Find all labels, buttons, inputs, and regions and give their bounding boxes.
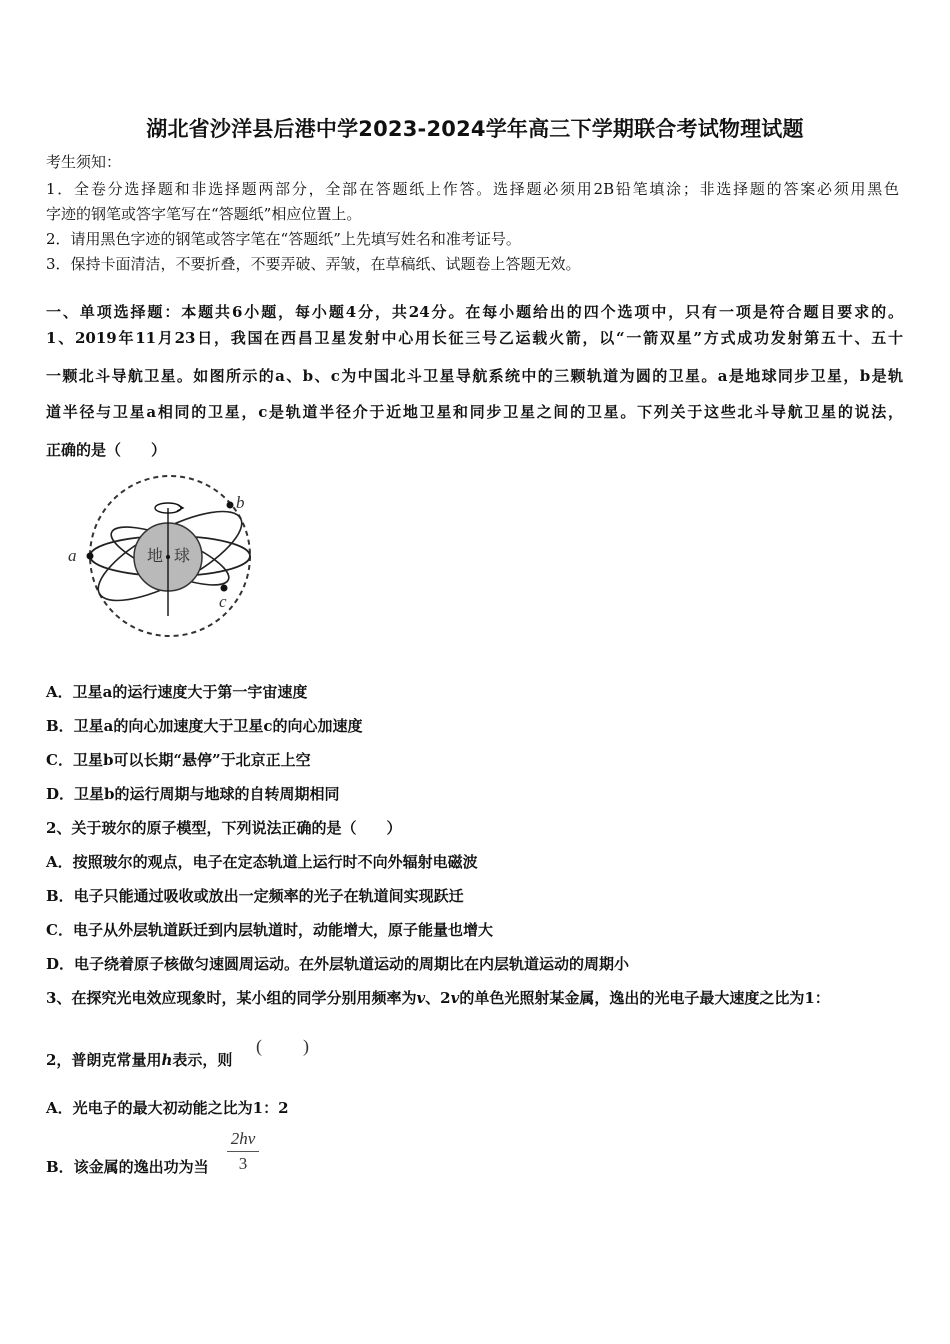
notice-line-1b: 字迹的钢笔或答字笔写在“答题纸”相应位置上。	[46, 205, 362, 223]
q3-symbol-v2: v	[450, 989, 460, 1007]
q3-text-1a: 3、在探究光电效应现象时，某小组的同学分别用频率为	[46, 989, 417, 1007]
q3-stem-line-2	[46, 1049, 232, 1070]
q3-text-2a: 2，普朗克常量用	[46, 1051, 162, 1069]
q1-option-b: B．卫星a的向心加速度大于卫星c的向心加速度	[46, 717, 363, 735]
q2-option-b: B．电子只能通过吸收或放出一定频率的光子在轨道间实现跃迁	[46, 887, 464, 905]
q1-stem-line-1: 1、2019年11月23日，我国在西昌卫星发射中心用长征三号乙运载火箭，以“一箭双星”方式成功发射第五十、五十	[46, 329, 903, 347]
earth-label-2: 球	[174, 548, 191, 565]
q3-symbol-v: v	[416, 989, 426, 1007]
q1-stem-line-4: 正确的是（ ）	[46, 441, 167, 459]
satellite-b	[227, 502, 234, 509]
label-b: b	[236, 493, 245, 512]
fraction-denominator: 3	[238, 1154, 248, 1173]
orbit-diagram	[62, 470, 282, 650]
section-heading: 一、单项选择题：本题共6小题，每小题4分，共24分。在每小题给出的四个选项中，只有一项是符合题目要求的。	[46, 303, 903, 321]
q1-option-a: A．卫星a的运行速度大于第一宇宙速度	[46, 683, 308, 701]
satellite-c	[221, 585, 228, 592]
earth-center	[166, 555, 170, 559]
q2-option-a: A．按照玻尔的观点，电子在定态轨道上运行时不向外辐射电磁波	[46, 853, 478, 871]
q2-option-d: D．电子绕着原子核做匀速圆周运动。在外层轨道运动的周期比在内层轨道运动的周期小	[46, 955, 630, 973]
notice-line-1a: 1．全卷分选择题和非选择题两部分，全部在答题纸上作答。选择题必须用2B铅笔填涂；非选择题的答案必须用黑色	[46, 180, 899, 198]
q1-stem-line-3: 道半径与卫星a相同的卫星，c是轨道半径介于近地卫星和同步卫星之间的卫星。下列关于这些北斗导航卫星的说法，	[46, 403, 903, 421]
q3-option-b: B．该金属的逸出功为当	[46, 1158, 209, 1176]
notice-heading: 考生须知：	[46, 153, 122, 171]
page-title: 湖北省沙洋县后港中学2023-2024学年高三下学期联合考试物理试题	[146, 117, 804, 141]
rotation-arrowhead-icon	[177, 505, 183, 511]
earth-label-1: 地	[147, 548, 164, 565]
q3-paren-left: (	[256, 1036, 262, 1056]
notice-line-3: 3．保持卡面清洁，不要折叠，不要弄破、弄皱，在草稿纸、试题卷上答题无效。	[46, 255, 581, 273]
q3-symbol-h: h	[161, 1051, 173, 1069]
fraction-numerator: 2hv	[230, 1129, 256, 1148]
label-a: a	[68, 546, 77, 565]
satellite-a	[87, 553, 94, 560]
q3-option-a: A．光电子的最大初动能之比为1：2	[46, 1099, 289, 1117]
q1-option-d: D．卫星b的运行周期与地球的自转周期相同	[46, 785, 340, 803]
q2-stem: 2、关于玻尔的原子模型，下列说法正确的是（ ）	[46, 819, 402, 837]
q3-text-sep: 、2	[425, 989, 451, 1007]
q2-option-c: C．电子从外层轨道跃迁到内层轨道时，动能增大，原子能量也增大	[46, 921, 493, 939]
q3-text-1b: 的单色光照射某金属，逸出的光电子最大速度之比为1：	[459, 989, 830, 1007]
q3-option-b-fraction	[227, 1129, 259, 1174]
q3-text-2b: 表示，则	[172, 1051, 233, 1069]
q3-stem-line-1	[46, 987, 830, 1008]
notice-line-2: 2．请用黑色字迹的钢笔或答字笔在“答题纸”上先填写姓名和准考证号。	[46, 230, 521, 248]
label-c: c	[219, 592, 227, 611]
q1-option-c: C．卫星b可以长期“悬停”于北京正上空	[46, 751, 311, 769]
fraction-bar	[227, 1151, 259, 1152]
q3-paren-right: )	[303, 1036, 309, 1056]
q1-stem-line-2: 一颗北斗导航卫星。如图所示的a、b、c为中国北斗卫星导航系统中的三颗轨道为圆的卫星。a是地球同步卫星，b是轨	[46, 367, 903, 385]
